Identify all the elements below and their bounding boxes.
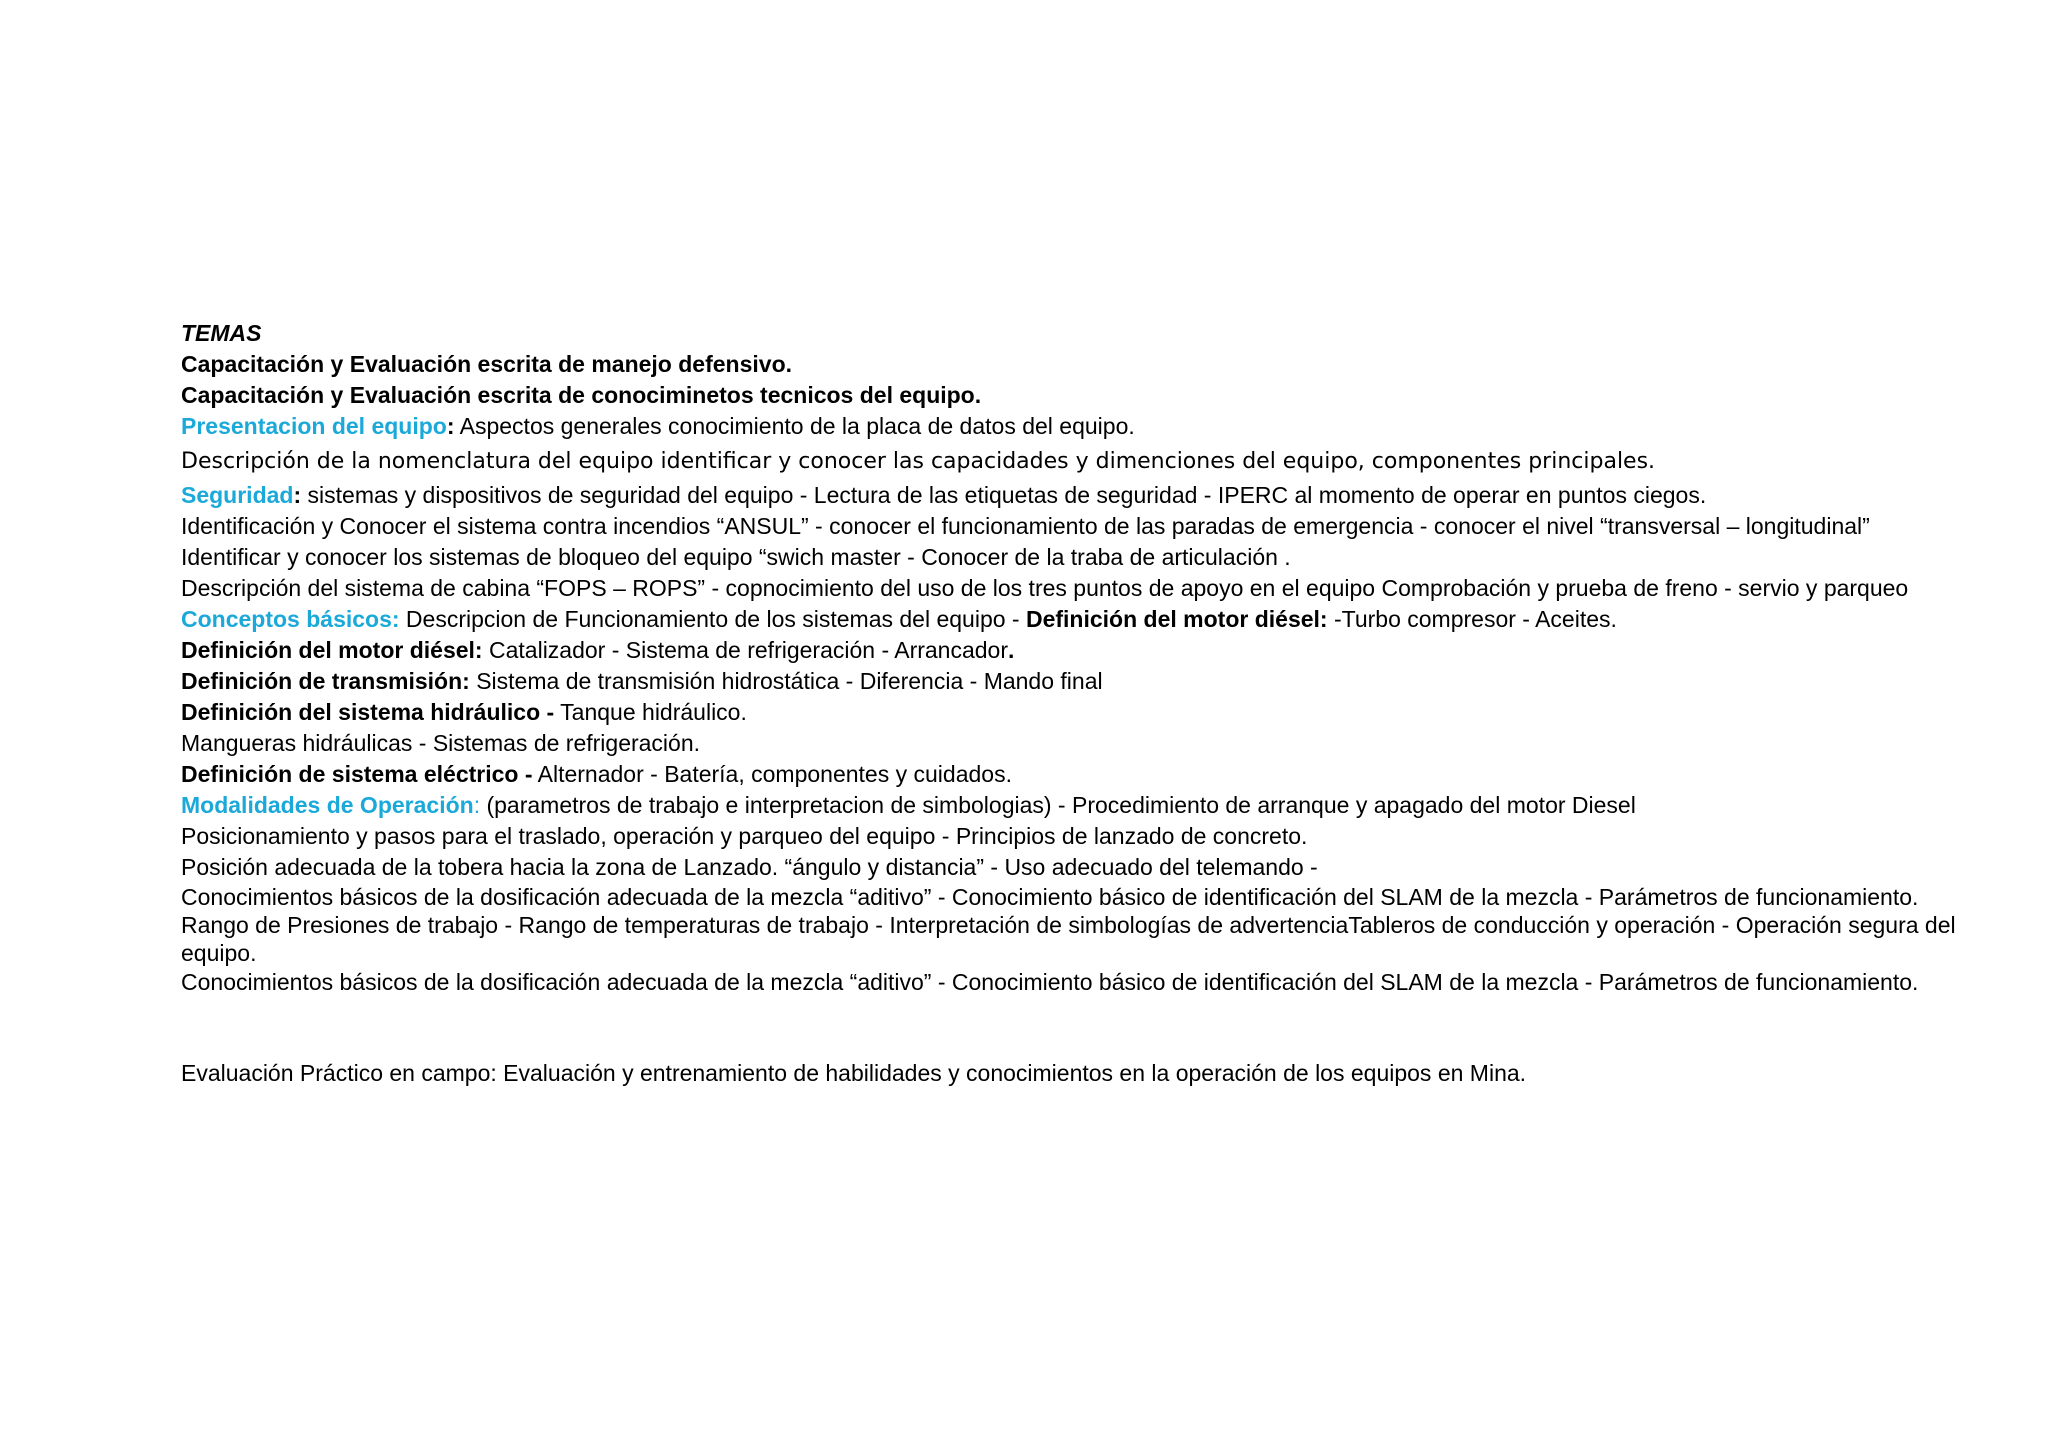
topic-text: Aspectos generales conocimiento de la placa de datos del equipo.	[454, 413, 1135, 439]
topic-label-conceptos: Conceptos básicos:	[181, 606, 400, 632]
topic-line	[181, 697, 2048, 728]
topic-label-seguridad: Seguridad	[181, 482, 294, 508]
topic-line: Rango de Presiones de trabajo - Rango de temperaturas de trabajo - Interpretación de simbologías de advertenciaTableros de conducción y operación - Operación segura del	[181, 912, 1956, 938]
topic-bold-text: .	[1008, 637, 1015, 663]
topic-bold-text: Definición del motor diésel:	[181, 637, 483, 663]
topic-line: equipo.	[181, 940, 257, 966]
topic-text: sistemas y dispositivos de seguridad del equipo - Lectura de las etiquetas de seguridad - IPERC al momento de operar en puntos ciegos.	[301, 482, 1707, 508]
label-colon: :	[293, 482, 302, 508]
topic-line	[181, 759, 2048, 790]
topic-text: Catalizador - Sistema de refrigeración - Arrancador	[482, 637, 1009, 663]
topic-line: Identificación y Conocer el sistema contra incendios “ANSUL” - conocer el funcionamiento de las paradas de emergencia - conocer el nivel “transversal – longitudinal”	[181, 513, 1870, 539]
topic-label-presentacion: Presentacion del equipo	[181, 413, 447, 439]
topic-line	[181, 411, 2048, 442]
topic-line	[181, 635, 2048, 666]
topic-line: Identificar y conocer los sistemas de bloqueo del equipo “swich master - Conocer de la traba de articulación .	[181, 544, 1291, 570]
topic-bold-text: Definición del motor diésel:	[1025, 606, 1328, 632]
topic-line: Posicionamiento y pasos para el traslado, operación y parqueo del equipo - Principios de lanzado de concreto.	[181, 823, 1308, 849]
spacer	[181, 998, 2048, 1058]
topic-text: Alternador - Batería, componentes y cuidados.	[532, 761, 1012, 787]
section-heading: TEMAS	[181, 320, 262, 346]
topic-line: Posición adecuada de la tobera hacia la zona de Lanzado. “ángulo y distancia” - Uso adecuado del telemando -	[181, 854, 1318, 880]
topic-line	[181, 790, 2048, 821]
label-colon: :	[446, 413, 455, 439]
topic-label-modalidades: Modalidades de Operación	[181, 792, 474, 818]
evaluation-line: Evaluación Práctico en campo: Evaluación y entrenamiento de habilidades y conocimientos en la operación de los equipos en Mina.	[181, 1060, 1527, 1086]
topic-line: Conocimientos básicos de la dosificación adecuada de la mezcla “aditivo” - Conocimiento básico de identificación del SLAM de la mezcla - Parámetros de funcionamiento.	[181, 884, 1919, 910]
topic-text: Tanque hidráulico.	[554, 699, 747, 725]
topic-bold-text: Definición de transmisión:	[181, 668, 470, 694]
topic-line: Conocimientos básicos de la dosificación adecuada de la mezcla “aditivo” - Conocimiento básico de identificación del SLAM de la mezcla - Parámetros de funcionamiento.	[181, 969, 1919, 995]
topic-bold-text: Definición de sistema eléctrico -	[181, 761, 533, 787]
topic-line: Mangueras hidráulicas - Sistemas de refrigeración.	[181, 730, 701, 756]
topic-text: Descripcion de Funcionamiento de los sistemas del equipo -	[399, 606, 1026, 632]
topic-line	[181, 604, 2048, 635]
label-colon: :	[473, 792, 481, 818]
topic-line: Capacitación y Evaluación escrita de manejo defensivo.	[181, 351, 793, 377]
topic-bold-text: Definición del sistema hidráulico -	[181, 699, 555, 725]
topic-line: Capacitación y Evaluación escrita de conociminetos tecnicos del equipo.	[181, 382, 982, 408]
topic-line	[181, 480, 2048, 511]
topic-text: (parametros de trabajo e interpretacion de simbologias) - Procedimiento de arranque y apagado del motor Diesel	[480, 792, 1636, 818]
topic-line: Descripción de la nomenclatura del equipo identificar y conocer las capacidades y dimenciones del equipo, componentes principales.	[181, 449, 1656, 474]
topic-line	[181, 666, 2048, 697]
topic-text: Sistema de transmisión hidrostática - Diferencia - Mando final	[469, 668, 1103, 694]
topic-line: Descripción del sistema de cabina “FOPS – ROPS” - copnocimiento del uso de los tres puntos de apoyo en el equipo Comprobación y prueba de freno - servio y parqueo	[181, 575, 1909, 601]
topics-block	[181, 318, 2048, 1089]
topic-text: -Turbo compresor - Aceites.	[1327, 606, 1617, 632]
